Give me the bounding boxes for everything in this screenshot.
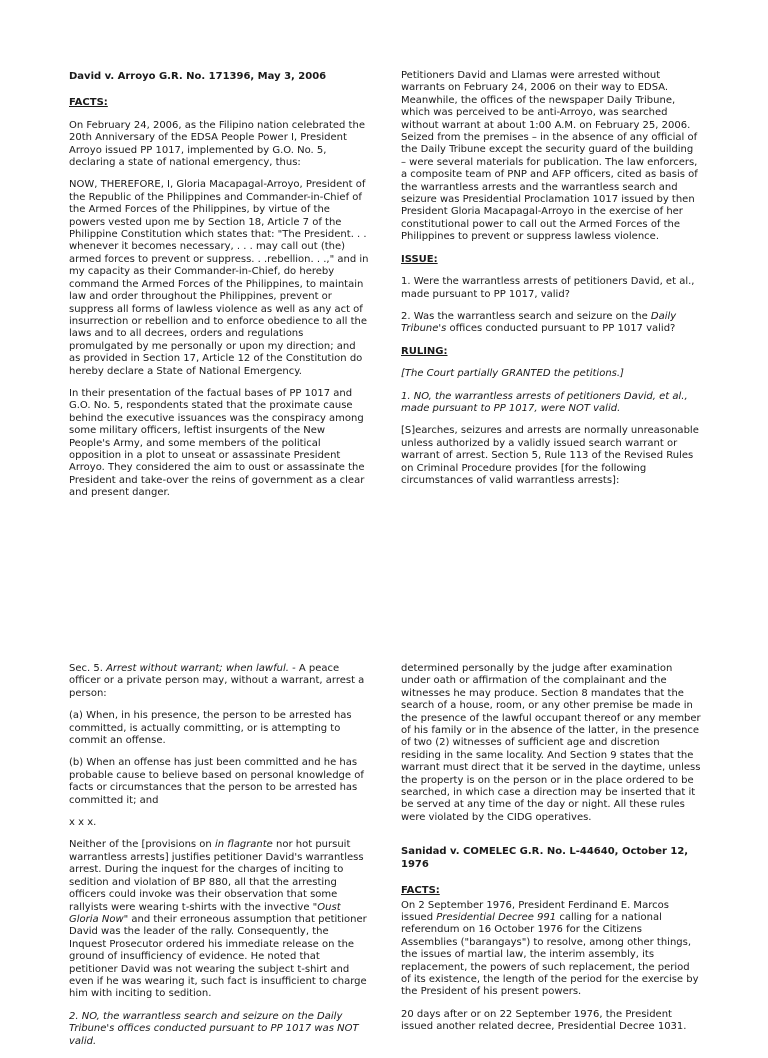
issue-2	[401, 311, 701, 336]
issue-heading: ISSUE:	[401, 253, 438, 265]
ruling-paragraph: [S]earches, seizures and arrests are normally unreasonable unless authorized by a validly issued search warrant or warrant of arrest. Section 5, Rule 113 of the Revised Rules on Criminal Procedure provides [for the following circumstances of valid warrantless arrests]:	[401, 425, 699, 486]
issue-1: 1. Were the warrantless arrests of petitioners David, et al., made pursuant to PP 1017, valid?	[401, 276, 695, 300]
facts-heading: FACTS:	[69, 97, 108, 109]
section-5-title: Arrest without warrant; when lawful.	[106, 663, 289, 674]
ellipsis-xxx: x x x.	[69, 817, 97, 829]
analysis-text-a: Neither of the [provisions on	[69, 839, 215, 851]
column-top-left	[69, 71, 369, 510]
section-5-text: - A peace officer or a private person may, without a warrant, arrest a person:	[69, 663, 365, 699]
sanidad-facts-heading: FACTS:	[401, 885, 440, 897]
issue-2-text-a: 2. Was the warrantless search and seizure on the	[401, 310, 651, 322]
analysis-text-c: nor hot pursuit warrantless arrests] justifies petitioner David's warrantless arrest. During the inquest for the charges of inciting to sedition and violation of BP 880, all that the arresting officers could invoke was their observation that some rallyists were wearing t-shirts with the invective	[69, 839, 364, 913]
clause-a: (a) When, in his presence, the person to be arrested has committed, is actually committing, or is attempting to commit an offense.	[69, 710, 352, 747]
clause-b: (b) When an offense has just been committed and he has probable cause to believe based on personal knowledge of facts or circumstances that the person to be arrested has committed it; and	[69, 757, 364, 806]
facts-paragraph-3: In their presentation of the factual bases of PP 1017 and G.O. No. 5, respondents stated that the proximate cause behind the executive issuances was the conspiracy among some military officers, leftist insurgents of the New People's Army, and some members of the political opposition in a plot to unseat or assassinate President Arroyo. They considered the aim to oust or assassinate the President and take-over the reins of government as a clear and present danger.	[69, 387, 365, 499]
sanidad-text-c: calling for a national referendum on 16 October 1976 for the Citizens Assemblies ("barangays") to resolve, among other things, the issues of martial law, the interim assembly, its replacement, the powers of such replacement, the period of its existence, the length of the period for the exercise by the President of his present powers.	[401, 911, 699, 998]
sanidad-text-a: On 2 September 1976, President Ferdinand E. Marcos issued	[401, 899, 669, 923]
sanidad-facts-paragraph-2: 20 days after or on 22 September 1976, the President issued another related decree, Presidential Decree 1031.	[401, 1008, 687, 1033]
ruling-1: 1. NO, the warrantless arrests of petitioners David, et al., made pursuant to PP 1017, were NOT valid.	[401, 390, 688, 414]
proclamation-quote: NOW, THEREFORE, I, Gloria Macapagal-Arroyo, President of the Republic of the Philippines and Commander-in-Chief of the Armed Forces of the Philippines, by virtue of the powers vested upon me by Section 18, Article 7 of the Philippine Constitution which states that: "The President. . . whenever it becomes necessary, . . . may call out (the) armed forces to prevent or suppress. . .rebellion. . .," and in my capacity as their Commander-in-Chief, do hereby command the Armed Forces of the Philippines, to maintain law and order throughout the Philippines, prevent or suppress all forms of lawless violence as well as any act of insurrection or rebellion and to enforce obedience to all the laws and to all decrees, orders and regulations promulgated by me personally or upon my direction; and as provided in Section 17, Article 12 of the Constitution do hereby declare a State of National Emergency.	[69, 179, 369, 377]
section-5	[69, 663, 369, 700]
analysis-paragraph	[69, 839, 369, 1000]
ruling-2: 2. NO, the warrantless search and seizure on the Daily Tribune's offices conducted pursuant to PP 1017 was NOT valid.	[69, 1010, 359, 1047]
analysis-oust-gloria: "Oust Gloria Now"	[69, 901, 341, 925]
case-title-david-v-arroyo: David v. Arroyo G.R. No. 171396, May 3, 2006	[69, 71, 327, 82]
facts-paragraph-arrests: Petitioners David and Llamas were arrested without warrants on February 24, 2006 on their way to EDSA. Meanwhile, the offices of the newspaper Daily Tribune, which was perceived to be anti-Arroyo, was searched without warrant at about 1:00 A.M. on February 25, 2006. Seized from the premises – in the absence of any official of the Daily Tribune except the security guard of the building – were several materials for publication. The law enforcers, a composite team of PNP and AFP officers, cited as basis of the warrantless arrests and the warrantless search and seizure was Presidential Proclamation 1017 issued by then President Gloria Macapagal-Arroyo in the exercise of her constitutional power to call out the Armed Forces of the Philippines to prevent or suppress lawless violence.	[401, 70, 698, 243]
section-5-number: Sec. 5.	[69, 663, 107, 674]
issue-2-daily-tribune: Daily Tribune's	[401, 310, 677, 335]
facts-paragraph-1: On February 24, 2006, as the Filipino nation celebrated the 20th Anniversary of the EDSA People Power I, President Arroyo issued PP 1017, implemented by G.O. No. 5, declaring a state of national emergency, thus:	[69, 119, 365, 169]
column-bottom-right	[401, 663, 701, 1044]
column-top-right	[401, 70, 701, 497]
ruling-summary: [The Court partially GRANTED the petitions.]	[401, 368, 624, 380]
analysis-text-e: and their erroneous assumption that petitioner David was the leader of the rally. Consequently, the Inquest Prosecutor ordered his immediate release on the ground of insufficiency of evidence. He noted that petitioner David was not wearing the subject t-shirt and even if he was wearing it, such fact is insufficient to charge him with inciting to sedition.	[69, 913, 367, 1000]
case-title-sanidad-v-comelec: Sanidad v. COMELEC G.R. No. L-44640, October 12, 1976	[401, 846, 689, 870]
column-bottom-left	[69, 663, 369, 1058]
sanidad-facts-paragraph	[401, 900, 701, 999]
analysis-in-flagrante: in flagrante	[214, 839, 273, 851]
ruling-heading: RULING:	[401, 345, 448, 357]
sanidad-pd-991: Presidential Decree 991	[436, 911, 557, 923]
issue-2-text-c: offices conducted pursuant to PP 1017 valid?	[446, 323, 676, 335]
search-rules-paragraph: determined personally by the judge after examination under oath or affirmation of the complainant and the witnesses he may produce. Section 8 mandates that the search of a house, room, or any other premise be made in the presence of the lawful occupant thereof or any member of his family or in the absence of the latter, in the presence of two (2) witnesses of sufficient age and discretion residing in the same locality. And Section 9 states that the warrant must direct that it be served in the daytime, unless the property is on the person or in the place ordered to be searched, in which case a direction may be inserted that it be served at any time of the day or night. All these rules were violated by the CIDG operatives.	[401, 663, 701, 823]
